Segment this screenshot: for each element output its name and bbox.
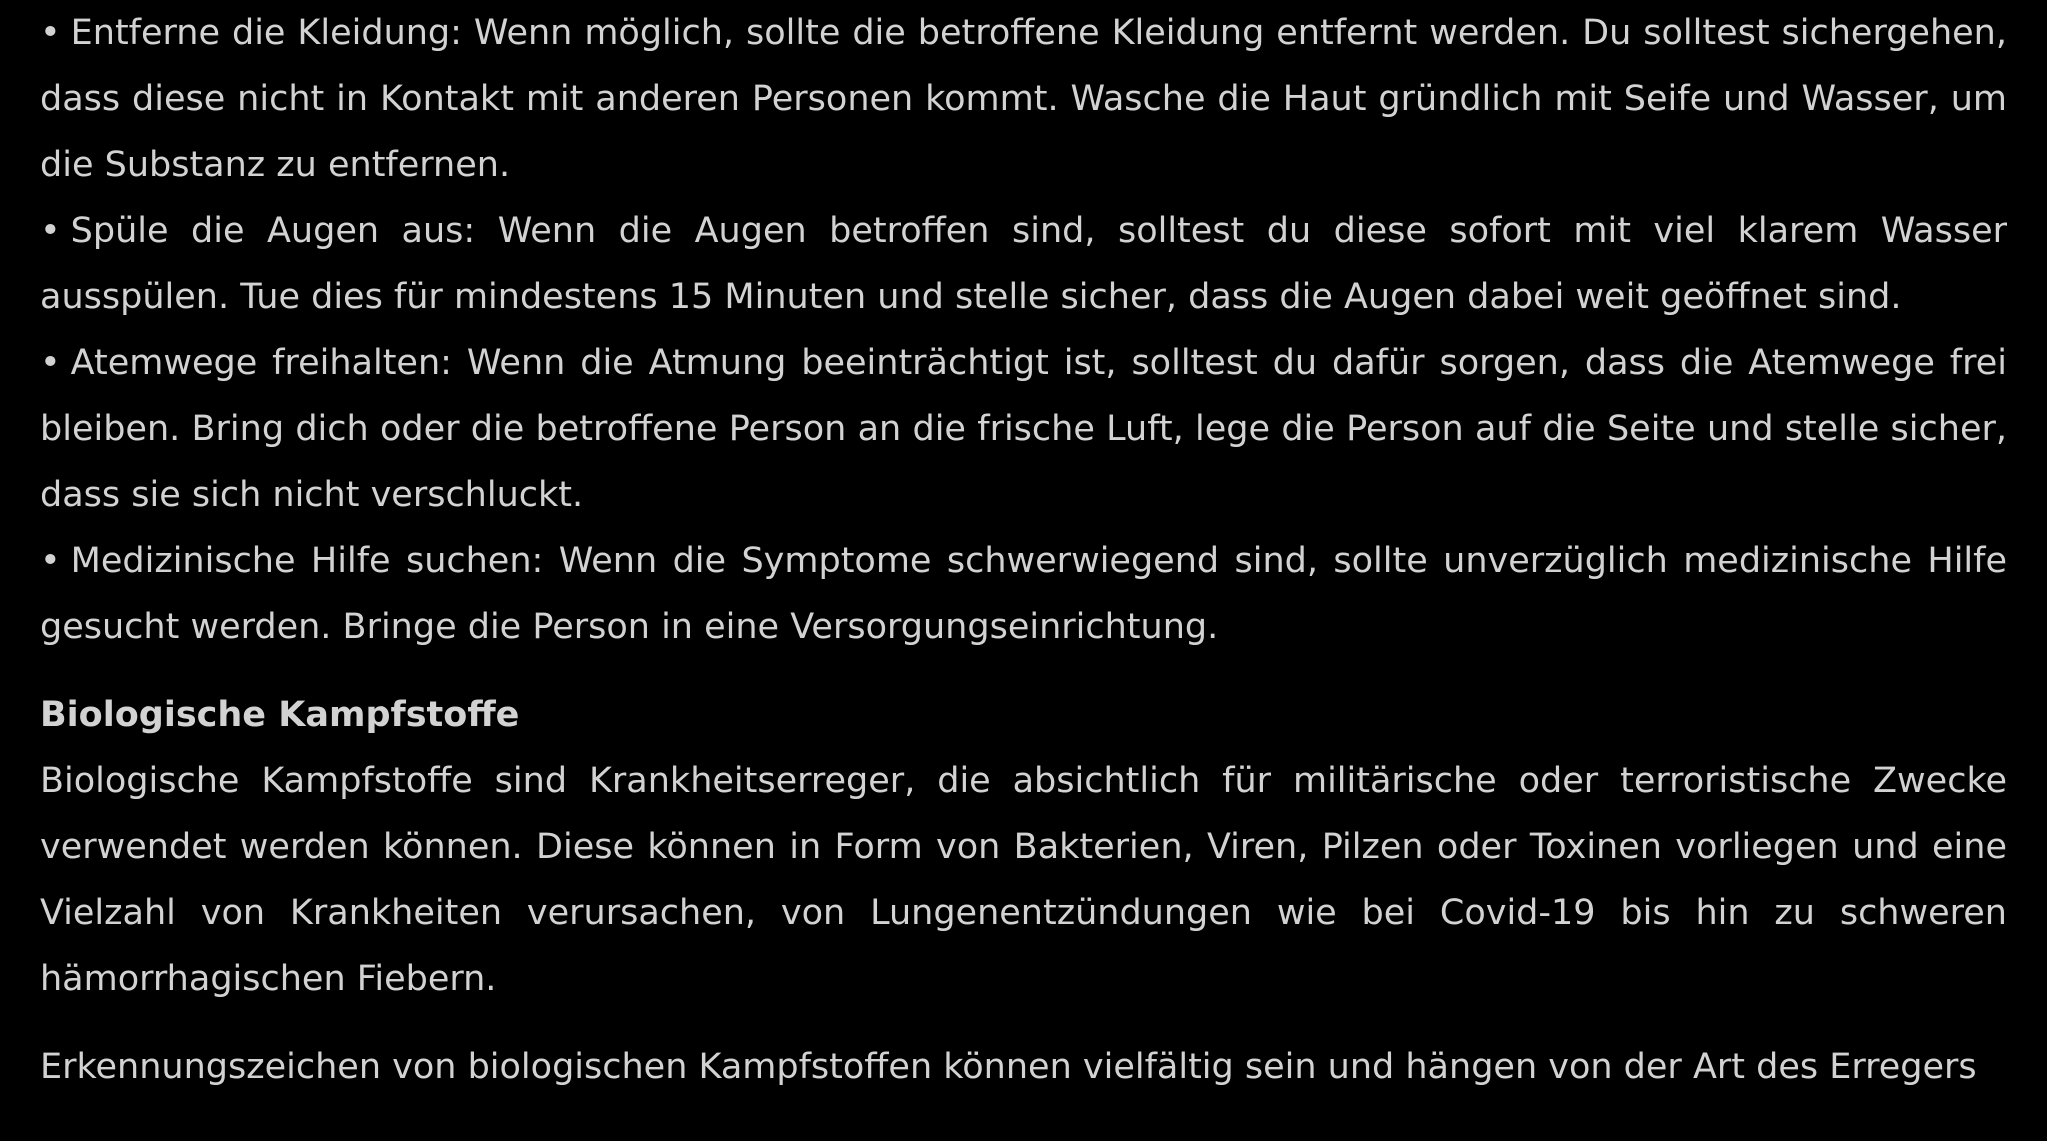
bullet-icon: • — [40, 211, 61, 251]
list-item — [40, 0, 2007, 198]
first-aid-list — [40, 0, 2007, 660]
list-item — [40, 198, 2007, 330]
list-item — [40, 528, 2007, 660]
section-heading: Biologische Kampfstoffe — [40, 695, 520, 735]
document-body — [40, 0, 2007, 1100]
list-item — [40, 330, 2007, 528]
list-item-text: Medizinische Hilfe suchen: Wenn die Symptome schwerwiegend sind, sollte unverzüglich medizinische Hilfe gesucht werden. Bringe die Person in eine Versorgungseinrichtung. — [40, 541, 2007, 647]
list-item-text: Atemwege freihalten: Wenn die Atmung beeinträchtigt ist, solltest du dafür sorgen, dass die Atemwege frei bleiben. Bring dich oder die betroffene Person an die frische Luft, lege die Person auf die Seite und stelle sicher, dass sie sich nicht verschluckt. — [40, 343, 2007, 515]
paragraph: Biologische Kampfstoffe sind Krankheitserreger, die absichtlich für militärische oder terroristische Zwecke verwendet werden können. Diese können in Form von Bakterien, Viren, Pilzen oder Toxinen vorliegen und eine Vielzahl von Krankheiten verursachen, von Lungenentzündungen wie bei Covid-19 bis hin zu schweren hämorrhagischen Fiebern. — [40, 761, 2007, 999]
bullet-icon: • — [40, 541, 61, 581]
bullet-icon: • — [40, 13, 61, 53]
bullet-icon: • — [40, 343, 61, 383]
list-item-text: Spüle die Augen aus: Wenn die Augen betroffen sind, solltest du diese sofort mit viel klarem Wasser ausspülen. Tue dies für mindestens 15 Minuten und stelle sicher, dass die Augen dabei weit geöffnet sind. — [40, 211, 2007, 317]
paragraph: Erkennungszeichen von biologischen Kampfstoffen können vielfältig sein und hängen von der Art des Erregers — [40, 1047, 1977, 1087]
list-item-text: Entferne die Kleidung: Wenn möglich, sollte die betroffene Kleidung entfernt werden. Du solltest sichergehen, dass diese nicht in Kontakt mit anderen Personen kommt. Wasche die Haut gründlich mit Seife und Wasser, um die Substanz zu entfernen. — [40, 13, 2007, 185]
